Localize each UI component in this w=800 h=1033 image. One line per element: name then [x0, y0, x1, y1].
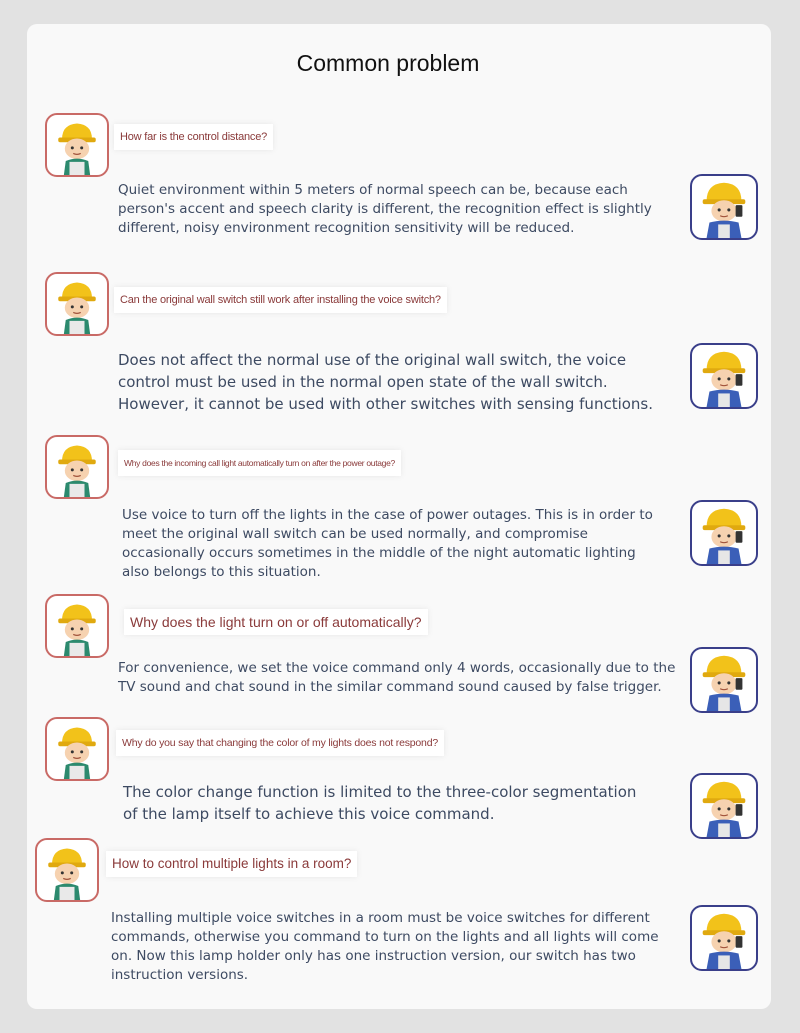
faq-question: How far is the control distance?	[114, 124, 273, 150]
worker-avatar-icon	[45, 717, 109, 781]
faq-question: Can the original wall switch still work after installing the voice switch?	[114, 287, 447, 313]
worker-phone-avatar-icon	[690, 647, 758, 713]
worker-phone-avatar-icon	[690, 905, 758, 971]
faq-answer: Use voice to turn off the lights in the case of power outages. This is in order to meet the original wall switch can be used normally, and compromise occasionally occurs sometimes in the middle of the night automatic lighting also belongs to this situation.	[122, 507, 653, 580]
faq-question: Why does the incoming call light automatically turn on after the power outage?	[118, 450, 401, 476]
faq-answer: Quiet environment within 5 meters of normal speech can be, because each person's accent and speech clarity is different, the recognition effect is slightly different, noisy environment recognition sensitivity will be reduced.	[118, 182, 652, 236]
worker-avatar-icon	[45, 272, 109, 336]
faq-question: Why does the light turn on or off automatically?	[124, 609, 428, 635]
worker-avatar-icon	[45, 435, 109, 499]
worker-phone-avatar-icon	[690, 174, 758, 240]
faq-answer: Installing multiple voice switches in a room must be voice switches for different commands, otherwise you command to turn on the lights and all lights will come on. Now this lamp holder only has one instruction version, our switch has two instruction versions.	[111, 910, 659, 983]
worker-avatar-icon	[45, 594, 109, 658]
worker-phone-avatar-icon	[690, 500, 758, 566]
worker-phone-avatar-icon	[690, 343, 758, 409]
worker-phone-avatar-icon	[690, 773, 758, 839]
page-title: Common problem	[296, 50, 480, 76]
faq-question: How to control multiple lights in a room?	[106, 851, 357, 877]
worker-avatar-icon	[45, 113, 109, 177]
faq-answer: Does not affect the normal use of the original wall switch, the voice control must be used in the normal open state of the wall switch. However, it cannot be used with other switches with sensing functions.	[118, 351, 654, 413]
faq-answer: The color change function is limited to the three-color segmentation of the lamp itself to achieve this voice command.	[123, 783, 637, 823]
faq-answer: For convenience, we set the voice command only 4 words, occasionally due to the TV sound and chat sound in the similar command sound caused by false trigger.	[118, 660, 676, 695]
faq-question: Why do you say that changing the color of my lights does not respond?	[116, 730, 444, 756]
worker-avatar-icon	[35, 838, 99, 902]
